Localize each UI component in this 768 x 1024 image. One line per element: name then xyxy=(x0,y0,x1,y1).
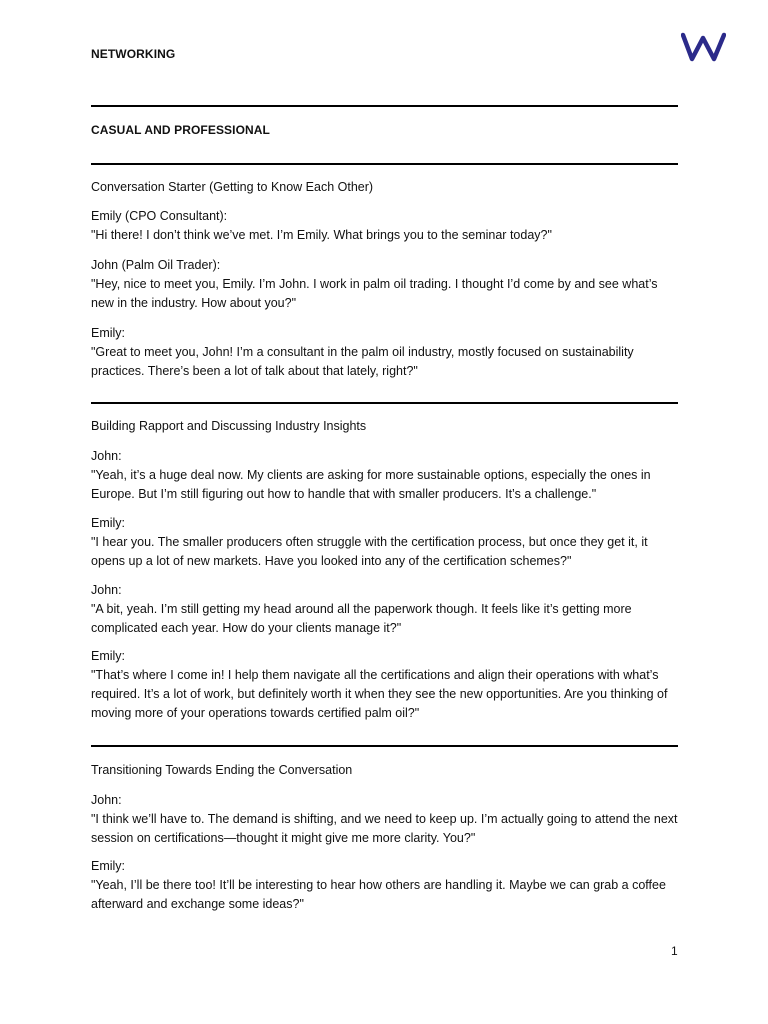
speaker: John: xyxy=(91,793,122,807)
w-logo-icon xyxy=(681,30,726,64)
speaker: Emily (CPO Consultant): xyxy=(91,209,228,223)
divider xyxy=(91,402,678,404)
dialogue-turn xyxy=(91,581,678,638)
section-heading: Building Rapport and Discussing Industry Insights xyxy=(91,419,367,433)
speaker: John: xyxy=(91,449,122,463)
utterance: "Great to meet you, John! I’m a consultant in the palm oil industry, mostly focused on sustainability practices. There’s been a lot of talk about that lately, right?" xyxy=(91,345,634,378)
speaker: John (Palm Oil Trader): xyxy=(91,258,221,272)
utterance: "That’s where I come in! I help them navigate all the certifications and align their operations with what’s required. It’s a lot of work, but definitely worth it when they see the new opportunities. Are you thinking of moving more of your operations towards certified palm oil?" xyxy=(91,668,668,720)
utterance: "A bit, yeah. I’m still getting my head around all the paperwork though. It feels like it’s getting more complicated each year. How do your clients manage it?" xyxy=(91,602,632,635)
dialogue-turn xyxy=(91,791,678,848)
dialogue-turn xyxy=(91,514,678,571)
section-heading: Transitioning Towards Ending the Conversation xyxy=(91,763,353,777)
page-number: 1 xyxy=(671,944,678,958)
utterance: "Yeah, it’s a huge deal now. My clients are asking for more sustainable options, especially the ones in Europe. But I’m still figuring out how to handle that with smaller producers. It’s a challenge." xyxy=(91,468,651,501)
divider xyxy=(91,105,678,107)
utterance: "Yeah, I’ll be there too! It’ll be interesting to hear how others are handling it. Maybe we can grab a coffee afterward and exchange some ideas?" xyxy=(91,878,666,911)
dialogue-turn xyxy=(91,857,678,914)
dialogue-turn xyxy=(91,256,678,313)
speaker: John: xyxy=(91,583,122,597)
utterance: "Hey, nice to meet you, Emily. I’m John. I work in palm oil trading. I thought I’d come by and see what’s new in the industry. How about you?" xyxy=(91,277,658,310)
divider xyxy=(91,163,678,165)
dialogue-turn xyxy=(91,324,678,381)
utterance: "I think we’ll have to. The demand is shifting, and we need to keep up. I’m actually going to attend the next session on certifications—thought it might give me more clarity. You?" xyxy=(91,812,678,845)
divider xyxy=(91,745,678,747)
utterance: "Hi there! I don’t think we’ve met. I’m Emily. What brings you to the seminar today?" xyxy=(91,228,552,242)
subtitle: CASUAL AND PROFESSIONAL xyxy=(91,123,270,137)
dialogue-turn xyxy=(91,647,678,723)
speaker: Emily: xyxy=(91,859,126,873)
utterance: "I hear you. The smaller producers often struggle with the certification process, but once they get it, it opens up a lot of new markets. Have you looked into any of the certification schemes?" xyxy=(91,535,648,568)
speaker: Emily: xyxy=(91,649,126,663)
section-heading: Conversation Starter (Getting to Know Each Other) xyxy=(91,180,374,194)
header-title: NETWORKING xyxy=(91,47,176,61)
speaker: Emily: xyxy=(91,326,126,340)
dialogue-turn xyxy=(91,447,678,504)
speaker: Emily: xyxy=(91,516,126,530)
dialogue-turn xyxy=(91,207,678,245)
